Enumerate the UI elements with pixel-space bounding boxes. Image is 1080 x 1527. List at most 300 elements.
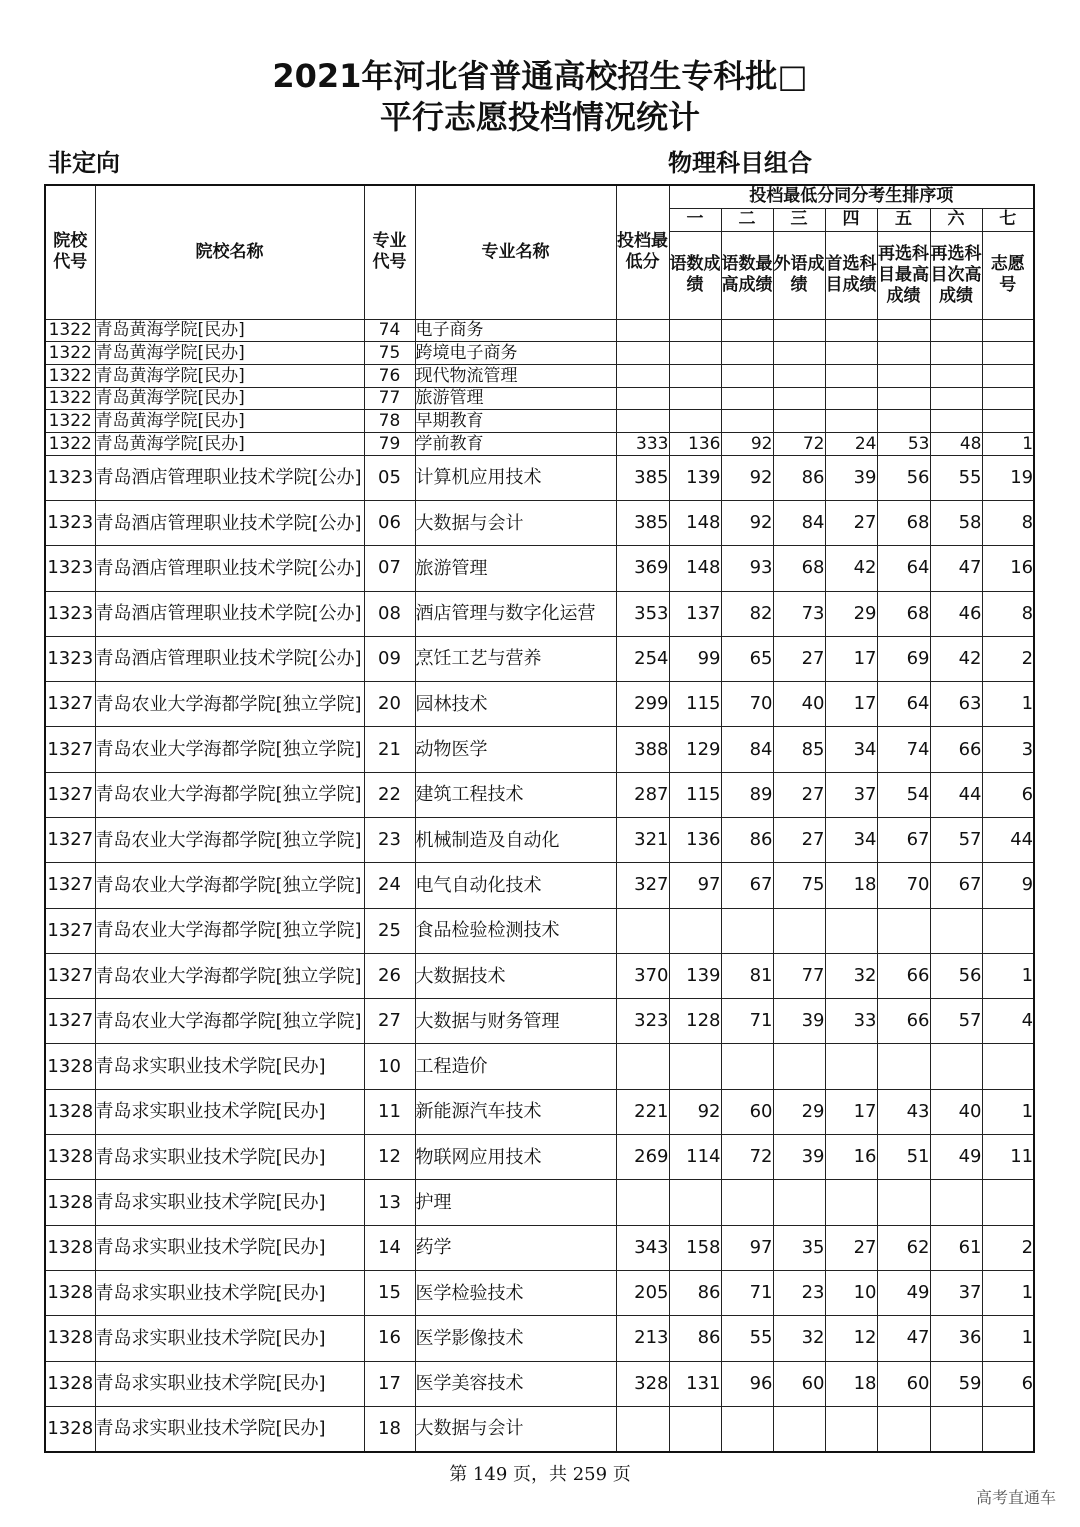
school-name-cell: 青岛求实职业技术学院[民办] bbox=[95, 1316, 364, 1361]
foreign-language-cell: 68 bbox=[773, 546, 825, 591]
elective-highest-cell bbox=[877, 342, 930, 365]
major-code-cell: 15 bbox=[364, 1270, 415, 1315]
school-code-cell: 1322 bbox=[45, 432, 95, 455]
major-code-cell: 13 bbox=[364, 1180, 415, 1225]
subtitle-left: 非定向 bbox=[48, 149, 120, 177]
chinese-math-max-cell: 89 bbox=[721, 772, 773, 817]
elective-second-cell: 57 bbox=[930, 999, 982, 1044]
min-score-cell bbox=[616, 342, 669, 365]
major-code-cell: 22 bbox=[364, 772, 415, 817]
major-code-cell: 18 bbox=[364, 1406, 415, 1451]
elective-second-cell: 55 bbox=[930, 455, 982, 500]
elective-second-cell bbox=[930, 410, 982, 433]
elective-second-cell: 61 bbox=[930, 1225, 982, 1270]
header-order-6: 六 bbox=[930, 208, 982, 231]
foreign-language-cell bbox=[773, 908, 825, 953]
header-foreign-language-score: 外语成绩 bbox=[773, 231, 825, 319]
min-score-cell: 385 bbox=[616, 455, 669, 500]
major-code-cell: 75 bbox=[364, 342, 415, 365]
header-order-4: 四 bbox=[825, 208, 877, 231]
table-row bbox=[45, 432, 1034, 455]
preference-number-cell: 1 bbox=[982, 682, 1034, 727]
elective-highest-cell: 67 bbox=[877, 818, 930, 863]
first-subject-cell: 17 bbox=[825, 1089, 877, 1134]
school-name-cell: 青岛酒店管理职业技术学院[公办] bbox=[95, 591, 364, 636]
header-first-subject-score: 首选科目成绩 bbox=[825, 231, 877, 319]
table-row bbox=[45, 319, 1034, 342]
chinese-math-max-cell: 55 bbox=[721, 1316, 773, 1361]
major-name-cell: 电子商务 bbox=[415, 319, 616, 342]
foreign-language-cell: 27 bbox=[773, 818, 825, 863]
min-score-cell bbox=[616, 1180, 669, 1225]
major-name-cell: 大数据与会计 bbox=[415, 500, 616, 545]
chinese-math-cell bbox=[669, 319, 721, 342]
school-name-cell: 青岛农业大学海都学院[独立学院] bbox=[95, 999, 364, 1044]
table-row bbox=[45, 1225, 1034, 1270]
preference-number-cell: 6 bbox=[982, 1361, 1034, 1406]
chinese-math-max-cell: 82 bbox=[721, 591, 773, 636]
elective-highest-cell: 54 bbox=[877, 772, 930, 817]
first-subject-cell: 27 bbox=[825, 500, 877, 545]
major-name-cell: 早期教育 bbox=[415, 410, 616, 433]
major-name-cell: 学前教育 bbox=[415, 432, 616, 455]
table-row bbox=[45, 591, 1034, 636]
elective-second-cell: 46 bbox=[930, 591, 982, 636]
preference-number-cell bbox=[982, 1044, 1034, 1089]
min-score-cell bbox=[616, 364, 669, 387]
chinese-math-cell bbox=[669, 1180, 721, 1225]
page-title-line2: 平行志愿投档情况统计 bbox=[379, 98, 700, 136]
first-subject-cell: 18 bbox=[825, 1361, 877, 1406]
chinese-math-max-cell bbox=[721, 1180, 773, 1225]
min-score-cell: 343 bbox=[616, 1225, 669, 1270]
school-name-cell: 青岛酒店管理职业技术学院[公办] bbox=[95, 636, 364, 681]
foreign-language-cell: 35 bbox=[773, 1225, 825, 1270]
table-row bbox=[45, 999, 1034, 1044]
major-code-cell: 17 bbox=[364, 1361, 415, 1406]
chinese-math-cell bbox=[669, 1044, 721, 1089]
first-subject-cell bbox=[825, 1180, 877, 1225]
first-subject-cell: 42 bbox=[825, 546, 877, 591]
chinese-math-max-cell bbox=[721, 1044, 773, 1089]
elective-second-cell bbox=[930, 387, 982, 410]
table-row bbox=[45, 455, 1034, 500]
preference-number-cell: 1 bbox=[982, 953, 1034, 998]
elective-second-cell: 56 bbox=[930, 953, 982, 998]
table-row bbox=[45, 1316, 1034, 1361]
elective-second-cell: 49 bbox=[930, 1135, 982, 1180]
foreign-language-cell: 60 bbox=[773, 1361, 825, 1406]
elective-second-cell: 63 bbox=[930, 682, 982, 727]
major-code-cell: 78 bbox=[364, 410, 415, 433]
major-name-cell: 新能源汽车技术 bbox=[415, 1089, 616, 1134]
chinese-math-cell: 115 bbox=[669, 772, 721, 817]
foreign-language-cell: 72 bbox=[773, 432, 825, 455]
preference-number-cell: 2 bbox=[982, 636, 1034, 681]
foreign-language-cell: 73 bbox=[773, 591, 825, 636]
min-score-cell: 328 bbox=[616, 1361, 669, 1406]
chinese-math-cell bbox=[669, 1406, 721, 1451]
min-score-cell: 213 bbox=[616, 1316, 669, 1361]
chinese-math-cell: 136 bbox=[669, 818, 721, 863]
foreign-language-cell: 85 bbox=[773, 727, 825, 772]
school-code-cell: 1327 bbox=[45, 999, 95, 1044]
school-code-cell: 1328 bbox=[45, 1225, 95, 1270]
major-code-cell: 11 bbox=[364, 1089, 415, 1134]
chinese-math-cell: 114 bbox=[669, 1135, 721, 1180]
preference-number-cell: 1 bbox=[982, 1270, 1034, 1315]
school-code-cell: 1328 bbox=[45, 1270, 95, 1315]
school-name-cell: 青岛酒店管理职业技术学院[公办] bbox=[95, 546, 364, 591]
elective-highest-cell: 66 bbox=[877, 999, 930, 1044]
elective-second-cell: 66 bbox=[930, 727, 982, 772]
major-name-cell: 工程造价 bbox=[415, 1044, 616, 1089]
chinese-math-max-cell: 72 bbox=[721, 1135, 773, 1180]
header-chinese-math-score: 语数成绩 bbox=[669, 231, 721, 319]
school-name-cell: 青岛农业大学海都学院[独立学院] bbox=[95, 727, 364, 772]
elective-second-cell: 37 bbox=[930, 1270, 982, 1315]
elective-second-cell: 40 bbox=[930, 1089, 982, 1134]
chinese-math-max-cell bbox=[721, 319, 773, 342]
preference-number-cell: 2 bbox=[982, 1225, 1034, 1270]
table-row bbox=[45, 908, 1034, 953]
header-chinese-math-max: 语数最高成绩 bbox=[721, 231, 773, 319]
elective-highest-cell: 68 bbox=[877, 500, 930, 545]
major-name-cell: 建筑工程技术 bbox=[415, 772, 616, 817]
major-name-cell: 物联网应用技术 bbox=[415, 1135, 616, 1180]
major-code-cell: 14 bbox=[364, 1225, 415, 1270]
chinese-math-cell: 148 bbox=[669, 546, 721, 591]
subtitle-right: 物理科目组合 bbox=[668, 149, 812, 177]
table-row bbox=[45, 727, 1034, 772]
major-code-cell: 24 bbox=[364, 863, 415, 908]
table-row bbox=[45, 863, 1034, 908]
header-tiebreak-group: 投档最低分同分考生排序项 bbox=[669, 185, 1034, 208]
chinese-math-max-cell: 71 bbox=[721, 1270, 773, 1315]
min-score-cell bbox=[616, 908, 669, 953]
major-name-cell: 医学检验技术 bbox=[415, 1270, 616, 1315]
chinese-math-cell: 86 bbox=[669, 1270, 721, 1315]
first-subject-cell bbox=[825, 387, 877, 410]
elective-highest-cell: 64 bbox=[877, 546, 930, 591]
school-code-cell: 1323 bbox=[45, 500, 95, 545]
elective-highest-cell bbox=[877, 1044, 930, 1089]
school-code-cell: 1328 bbox=[45, 1406, 95, 1451]
chinese-math-max-cell: 67 bbox=[721, 863, 773, 908]
chinese-math-cell bbox=[669, 410, 721, 433]
chinese-math-cell bbox=[669, 387, 721, 410]
school-code-cell: 1328 bbox=[45, 1044, 95, 1089]
first-subject-cell bbox=[825, 1044, 877, 1089]
major-name-cell: 酒店管理与数字化运营 bbox=[415, 591, 616, 636]
chinese-math-max-cell bbox=[721, 1406, 773, 1451]
first-subject-cell: 27 bbox=[825, 1225, 877, 1270]
min-score-cell: 388 bbox=[616, 727, 669, 772]
chinese-math-max-cell: 71 bbox=[721, 999, 773, 1044]
school-code-cell: 1327 bbox=[45, 682, 95, 727]
header-order-7: 七 bbox=[982, 208, 1034, 231]
elective-highest-cell bbox=[877, 387, 930, 410]
school-name-cell: 青岛黄海学院[民办] bbox=[95, 319, 364, 342]
elective-highest-cell: 51 bbox=[877, 1135, 930, 1180]
foreign-language-cell bbox=[773, 410, 825, 433]
elective-second-cell: 48 bbox=[930, 432, 982, 455]
school-name-cell: 青岛酒店管理职业技术学院[公办] bbox=[95, 500, 364, 545]
first-subject-cell: 17 bbox=[825, 682, 877, 727]
elective-second-cell: 57 bbox=[930, 818, 982, 863]
preference-number-cell bbox=[982, 319, 1034, 342]
foreign-language-cell: 39 bbox=[773, 999, 825, 1044]
elective-second-cell bbox=[930, 342, 982, 365]
major-name-cell: 动物医学 bbox=[415, 727, 616, 772]
min-score-cell bbox=[616, 1044, 669, 1089]
first-subject-cell bbox=[825, 319, 877, 342]
min-score-cell bbox=[616, 387, 669, 410]
first-subject-cell: 17 bbox=[825, 636, 877, 681]
table-row bbox=[45, 636, 1034, 681]
preference-number-cell bbox=[982, 387, 1034, 410]
chinese-math-cell: 137 bbox=[669, 591, 721, 636]
table-row bbox=[45, 953, 1034, 998]
min-score-cell: 221 bbox=[616, 1089, 669, 1134]
major-code-cell: 23 bbox=[364, 818, 415, 863]
school-name-cell: 青岛农业大学海都学院[独立学院] bbox=[95, 953, 364, 998]
header-major-name: 专业名称 bbox=[415, 185, 616, 319]
school-code-cell: 1327 bbox=[45, 863, 95, 908]
preference-number-cell: 44 bbox=[982, 818, 1034, 863]
chinese-math-max-cell: 86 bbox=[721, 818, 773, 863]
preference-number-cell: 1 bbox=[982, 1316, 1034, 1361]
min-score-cell bbox=[616, 1406, 669, 1451]
major-name-cell: 大数据与财务管理 bbox=[415, 999, 616, 1044]
school-name-cell: 青岛酒店管理职业技术学院[公办] bbox=[95, 455, 364, 500]
foreign-language-cell bbox=[773, 364, 825, 387]
major-code-cell: 09 bbox=[364, 636, 415, 681]
elective-highest-cell bbox=[877, 319, 930, 342]
chinese-math-cell: 129 bbox=[669, 727, 721, 772]
foreign-language-cell: 75 bbox=[773, 863, 825, 908]
preference-number-cell: 16 bbox=[982, 546, 1034, 591]
chinese-math-max-cell bbox=[721, 387, 773, 410]
school-code-cell: 1323 bbox=[45, 455, 95, 500]
chinese-math-cell: 128 bbox=[669, 999, 721, 1044]
chinese-math-cell: 139 bbox=[669, 953, 721, 998]
table-row bbox=[45, 342, 1034, 365]
elective-highest-cell: 69 bbox=[877, 636, 930, 681]
major-name-cell: 烹饪工艺与营养 bbox=[415, 636, 616, 681]
school-name-cell: 青岛农业大学海都学院[独立学院] bbox=[95, 818, 364, 863]
min-score-cell: 327 bbox=[616, 863, 669, 908]
school-name-cell: 青岛求实职业技术学院[民办] bbox=[95, 1044, 364, 1089]
major-code-cell: 25 bbox=[364, 908, 415, 953]
elective-highest-cell: 66 bbox=[877, 953, 930, 998]
min-score-cell: 269 bbox=[616, 1135, 669, 1180]
school-code-cell: 1327 bbox=[45, 908, 95, 953]
elective-highest-cell: 68 bbox=[877, 591, 930, 636]
first-subject-cell: 29 bbox=[825, 591, 877, 636]
first-subject-cell: 24 bbox=[825, 432, 877, 455]
header-preference-number: 志愿号 bbox=[982, 231, 1034, 319]
major-name-cell: 医学影像技术 bbox=[415, 1316, 616, 1361]
major-name-cell: 现代物流管理 bbox=[415, 364, 616, 387]
min-score-cell: 299 bbox=[616, 682, 669, 727]
table-row bbox=[45, 387, 1034, 410]
preference-number-cell: 8 bbox=[982, 591, 1034, 636]
min-score-cell: 333 bbox=[616, 432, 669, 455]
chinese-math-cell bbox=[669, 908, 721, 953]
major-name-cell: 食品检验检测技术 bbox=[415, 908, 616, 953]
header-min-score: 投档最低分 bbox=[616, 185, 669, 319]
school-name-cell: 青岛求实职业技术学院[民办] bbox=[95, 1225, 364, 1270]
table-row bbox=[45, 1361, 1034, 1406]
chinese-math-max-cell: 96 bbox=[721, 1361, 773, 1406]
elective-highest-cell bbox=[877, 908, 930, 953]
elective-second-cell bbox=[930, 1044, 982, 1089]
school-code-cell: 1328 bbox=[45, 1135, 95, 1180]
header-order-1: 一 bbox=[669, 208, 721, 231]
chinese-math-max-cell: 92 bbox=[721, 500, 773, 545]
preference-number-cell: 8 bbox=[982, 500, 1034, 545]
elective-second-cell bbox=[930, 1180, 982, 1225]
table-row bbox=[45, 1044, 1034, 1089]
chinese-math-max-cell: 92 bbox=[721, 455, 773, 500]
elective-highest-cell: 43 bbox=[877, 1089, 930, 1134]
major-code-cell: 74 bbox=[364, 319, 415, 342]
first-subject-cell: 34 bbox=[825, 818, 877, 863]
school-name-cell: 青岛农业大学海都学院[独立学院] bbox=[95, 772, 364, 817]
preference-number-cell bbox=[982, 1406, 1034, 1451]
foreign-language-cell bbox=[773, 1044, 825, 1089]
school-code-cell: 1328 bbox=[45, 1089, 95, 1134]
school-code-cell: 1328 bbox=[45, 1361, 95, 1406]
major-code-cell: 16 bbox=[364, 1316, 415, 1361]
elective-second-cell: 67 bbox=[930, 863, 982, 908]
table-row bbox=[45, 818, 1034, 863]
preference-number-cell: 1 bbox=[982, 1089, 1034, 1134]
min-score-cell: 254 bbox=[616, 636, 669, 681]
chinese-math-max-cell: 81 bbox=[721, 953, 773, 998]
major-code-cell: 27 bbox=[364, 999, 415, 1044]
preference-number-cell: 4 bbox=[982, 999, 1034, 1044]
preference-number-cell bbox=[982, 342, 1034, 365]
chinese-math-cell: 99 bbox=[669, 636, 721, 681]
school-code-cell: 1327 bbox=[45, 818, 95, 863]
school-code-cell: 1322 bbox=[45, 364, 95, 387]
foreign-language-cell: 32 bbox=[773, 1316, 825, 1361]
major-code-cell: 77 bbox=[364, 387, 415, 410]
foreign-language-cell: 27 bbox=[773, 636, 825, 681]
table-row bbox=[45, 500, 1034, 545]
foreign-language-cell: 27 bbox=[773, 772, 825, 817]
table-row bbox=[45, 1089, 1034, 1134]
elective-second-cell bbox=[930, 364, 982, 387]
major-code-cell: 26 bbox=[364, 953, 415, 998]
chinese-math-cell: 86 bbox=[669, 1316, 721, 1361]
preference-number-cell: 19 bbox=[982, 455, 1034, 500]
table-row bbox=[45, 1180, 1034, 1225]
first-subject-cell: 10 bbox=[825, 1270, 877, 1315]
foreign-language-cell: 86 bbox=[773, 455, 825, 500]
school-code-cell: 1322 bbox=[45, 410, 95, 433]
first-subject-cell: 16 bbox=[825, 1135, 877, 1180]
foreign-language-cell bbox=[773, 319, 825, 342]
elective-highest-cell: 49 bbox=[877, 1270, 930, 1315]
school-code-cell: 1322 bbox=[45, 319, 95, 342]
elective-second-cell bbox=[930, 908, 982, 953]
school-code-cell: 1328 bbox=[45, 1180, 95, 1225]
foreign-language-cell: 23 bbox=[773, 1270, 825, 1315]
school-name-cell: 青岛黄海学院[民办] bbox=[95, 342, 364, 365]
first-subject-cell: 32 bbox=[825, 953, 877, 998]
foreign-language-cell: 40 bbox=[773, 682, 825, 727]
chinese-math-max-cell: 97 bbox=[721, 1225, 773, 1270]
school-name-cell: 青岛求实职业技术学院[民办] bbox=[95, 1135, 364, 1180]
chinese-math-max-cell: 65 bbox=[721, 636, 773, 681]
header-elective-second: 再选科目次高成绩 bbox=[930, 231, 982, 319]
school-name-cell: 青岛求实职业技术学院[民办] bbox=[95, 1089, 364, 1134]
chinese-math-cell bbox=[669, 342, 721, 365]
school-name-cell: 青岛求实职业技术学院[民办] bbox=[95, 1361, 364, 1406]
major-code-cell: 21 bbox=[364, 727, 415, 772]
elective-highest-cell: 64 bbox=[877, 682, 930, 727]
min-score-cell: 287 bbox=[616, 772, 669, 817]
preference-number-cell: 11 bbox=[982, 1135, 1034, 1180]
elective-highest-cell: 47 bbox=[877, 1316, 930, 1361]
first-subject-cell: 18 bbox=[825, 863, 877, 908]
table-row bbox=[45, 682, 1034, 727]
chinese-math-max-cell: 93 bbox=[721, 546, 773, 591]
preference-number-cell bbox=[982, 1180, 1034, 1225]
school-code-cell: 1323 bbox=[45, 636, 95, 681]
chinese-math-max-cell bbox=[721, 364, 773, 387]
header-order-5: 五 bbox=[877, 208, 930, 231]
school-name-cell: 青岛黄海学院[民办] bbox=[95, 432, 364, 455]
header-order-2: 二 bbox=[721, 208, 773, 231]
first-subject-cell bbox=[825, 908, 877, 953]
chinese-math-max-cell: 60 bbox=[721, 1089, 773, 1134]
min-score-cell: 370 bbox=[616, 953, 669, 998]
first-subject-cell: 12 bbox=[825, 1316, 877, 1361]
chinese-math-cell: 158 bbox=[669, 1225, 721, 1270]
foreign-language-cell: 29 bbox=[773, 1089, 825, 1134]
elective-second-cell: 44 bbox=[930, 772, 982, 817]
major-name-cell: 医学美容技术 bbox=[415, 1361, 616, 1406]
header-school-name: 院校名称 bbox=[95, 185, 364, 319]
major-name-cell: 电气自动化技术 bbox=[415, 863, 616, 908]
school-code-cell: 1327 bbox=[45, 953, 95, 998]
preference-number-cell: 1 bbox=[982, 432, 1034, 455]
elective-highest-cell: 74 bbox=[877, 727, 930, 772]
elective-highest-cell bbox=[877, 364, 930, 387]
elective-highest-cell: 60 bbox=[877, 1361, 930, 1406]
first-subject-cell: 33 bbox=[825, 999, 877, 1044]
first-subject-cell: 34 bbox=[825, 727, 877, 772]
preference-number-cell: 9 bbox=[982, 863, 1034, 908]
major-code-cell: 05 bbox=[364, 455, 415, 500]
major-name-cell: 机械制造及自动化 bbox=[415, 818, 616, 863]
elective-second-cell: 36 bbox=[930, 1316, 982, 1361]
chinese-math-cell: 139 bbox=[669, 455, 721, 500]
min-score-cell: 353 bbox=[616, 591, 669, 636]
school-name-cell: 青岛求实职业技术学院[民办] bbox=[95, 1180, 364, 1225]
elective-second-cell: 47 bbox=[930, 546, 982, 591]
header-elective-highest: 再选科目最高成绩 bbox=[877, 231, 930, 319]
min-score-cell bbox=[616, 319, 669, 342]
school-name-cell: 青岛黄海学院[民办] bbox=[95, 410, 364, 433]
school-code-cell: 1323 bbox=[45, 546, 95, 591]
foreign-language-cell: 84 bbox=[773, 500, 825, 545]
foreign-language-cell: 77 bbox=[773, 953, 825, 998]
